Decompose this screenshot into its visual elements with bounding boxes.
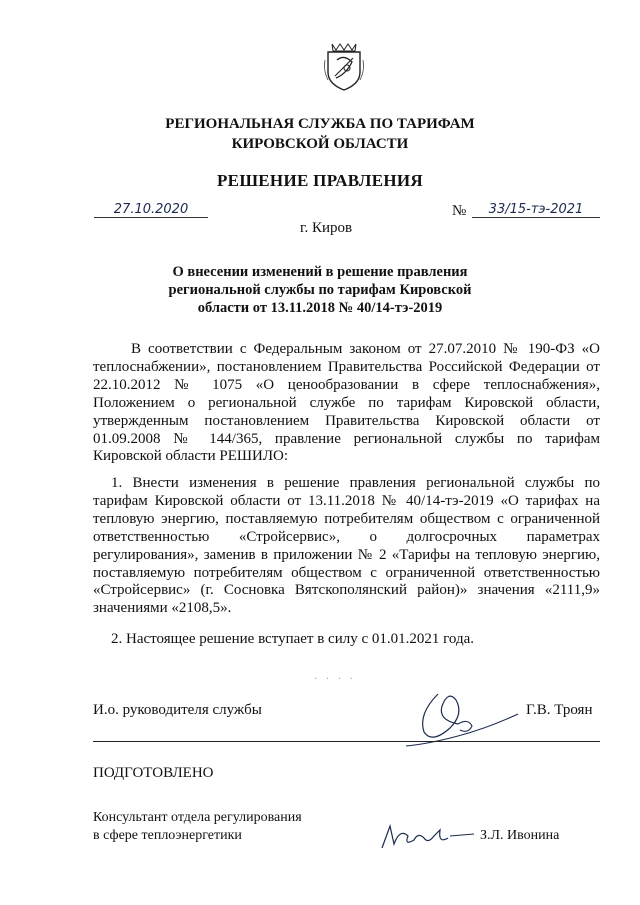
signer-name: Г.В. Троян [526,702,593,718]
consultant-name: З.Л. Ивонина [480,828,560,843]
decision-title: РЕШЕНИЕ ПРАВЛЕНИЯ [217,171,423,190]
decision-date: 27.10.2020 [94,203,208,218]
signature-divider [93,741,600,742]
subject-line2: региональной службы по тарифам Кировской [168,282,472,298]
decision-item-1: 1. Внести изменения в решение правления региональной службы по тарифам Кировской области от 13.11.2018 № 40/14-тэ-2019 «О тарифах на тепловую энергию, поставляемую потребителям обществом с ограниченной ответственностью «Стройсервис», о долгосрочных параметрах регулирования», заменив в приложении № 2 «Тарифы на тепловую энергию, поставляемую потребителям обществом с ограниченной ответственностью «Стройсервис» (г. Сосновка Вятскополянский район)» значения «2111,9» значениями «2108,5». [93,475,600,617]
city-label: г. Киров [300,220,353,236]
consultant-title-line2: в сфере теплоэнергетики [93,828,242,843]
org-name-line2: КИРОВСКОЙ ОБЛАСТИ [231,136,409,152]
prepared-label: ПОДГОТОВЛЕНО [93,765,214,781]
consultant-title-line1: Консультант отдела регулирования [93,810,302,825]
signer-title: И.о. руководителя службы [93,702,262,718]
org-name-line1: РЕГИОНАЛЬНАЯ СЛУЖБА ПО ТАРИФАМ [165,116,475,132]
main-paragraph: В соответствии с Федеральным законом от 27.07.2010 № 190-ФЗ «О теплоснабжении», постановлением Правительства Российской Федерации от 22.10.2012 № 1075 «О ценообразовании в сфере теплоснабжения», Положением о региональной службе по тарифам Кировской области, утвержденным постановлением Правительства Кировской области от 01.09.2008 № 144/365, правление региональной службы по тарифам Кировской области РЕШИЛО: [93,341,600,465]
handwritten-signature [398,684,538,754]
decision-item-2: 2. Настоящее решение вступает в силу с 01.01.2021 года. [111,631,475,647]
subject-line1: О внесении изменений в решение правления [172,264,468,280]
decision-number: 33/15-тэ-2021 [472,203,600,218]
number-label: № [452,203,467,219]
consultant-signature [378,814,478,852]
subject-line3: области от 13.11.2018 № 40/14-тэ-2019 [197,300,443,316]
stamp-dots: · · · · [314,674,356,685]
kirov-coat-of-arms-icon [322,40,366,92]
